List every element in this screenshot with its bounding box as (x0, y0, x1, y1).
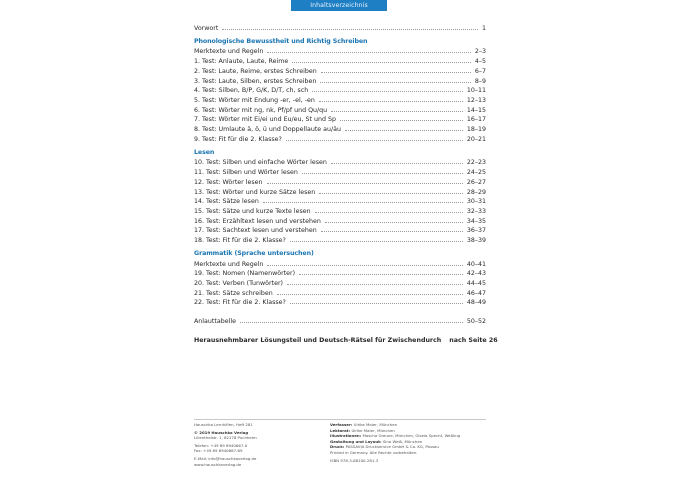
toc-entry-label: 6. Test: Wörter mit ng, nk, Pf/pf und Qu/qu (194, 106, 328, 114)
toc-entry-label: 7. Test: Wörter mit Ei/ei und Eu/eu, St und Sp (194, 116, 336, 124)
toc-entry-label: 8. Test: Umlaute ä, ö, ü und Doppellaute au/äu (194, 126, 341, 134)
email-link[interactable]: E-Mail: info@hauschkaverlag.de (194, 455, 257, 461)
toc-entry-label: 9. Test: Fit für die 2. Klasse? (194, 135, 282, 143)
table-of-contents (194, 23, 498, 345)
toc-entry[interactable] (194, 134, 486, 144)
toc-entry[interactable] (194, 225, 486, 235)
dot-leader (299, 268, 463, 275)
dot-leader (302, 167, 463, 174)
dot-leader (222, 23, 478, 30)
dot-leader (292, 56, 471, 63)
toc-entry-label: 18. Test: Fit für die 2. Klasse? (194, 237, 286, 245)
fax-text: Fax: +49 89 8940667-69 (194, 448, 243, 454)
toc-entry[interactable] (194, 187, 486, 197)
toc-entry-page: 34–35 (466, 217, 486, 225)
toc-entry-page: 28–29 (466, 188, 486, 196)
toc-entry-page: 30–31 (466, 198, 486, 206)
toc-entry-page: 2–3 (474, 48, 486, 56)
toc-entry[interactable] (194, 105, 486, 115)
toc-entry-label: 22. Test: Fit für die 2. Klasse? (194, 299, 286, 307)
dot-leader (267, 259, 462, 266)
toc-entry-preface[interactable] (194, 23, 486, 33)
toc-entry-label: Herausnehmbarer Lösungsteil und Deutsch-Rätsel für Zwischendurch (194, 336, 442, 344)
dot-leader (331, 105, 463, 112)
toc-entry[interactable] (194, 206, 486, 216)
credit-design: Gestaltung und Layout: Sina Weiß, München (330, 438, 423, 444)
toc-entry-label: 19. Test: Nomen (Namenwörter) (194, 270, 296, 278)
section-heading-grammar: Grammatik (Sprache untersuchen) (194, 249, 314, 257)
isbn-text: ISBN 978-3-88100-281-3 (330, 457, 379, 463)
copyright-text: © 2019 Hauschka Verlag (194, 429, 249, 435)
toc-entry-label: 17. Test: Sachtext lesen und verstehen (194, 227, 317, 235)
phone-text: Telefon: +49 89 8940667-0 (194, 442, 248, 448)
website-link[interactable]: www.hauschkaverlag.de (194, 461, 242, 467)
toc-entry-page: 32–33 (466, 207, 486, 215)
toc-entry-page: 10–11 (466, 87, 486, 95)
dot-leader (345, 124, 463, 131)
toc-entry[interactable] (194, 259, 486, 269)
dot-leader (290, 297, 463, 304)
credit-print: Druck: PASSAVIA Druckservice GmbH & Co. KG, Passau (330, 444, 439, 450)
toc-entry-label: 12. Test: Wörter lesen (194, 178, 263, 186)
credit-editor: Lektorat: Ulrike Maier, München (330, 427, 395, 433)
dot-leader (277, 288, 463, 295)
toc-entry-label: 1. Test: Anlaute, Laute, Reime (194, 58, 289, 66)
dot-leader (315, 206, 463, 213)
toc-entry-page: 16–17 (466, 116, 486, 124)
toc-entry-appendix[interactable] (194, 316, 486, 326)
dot-leader (325, 216, 463, 223)
toc-entry[interactable] (194, 76, 486, 86)
toc-entry-page: nach Seite 26 (449, 336, 498, 344)
toc-entry-page: 14–15 (466, 106, 486, 114)
toc-entry[interactable] (194, 56, 486, 66)
toc-entry[interactable] (194, 46, 486, 56)
dot-leader (267, 177, 463, 184)
toc-entry-label: Anlauttabelle (194, 318, 236, 326)
toc-entry-page: 44–45 (466, 279, 486, 287)
footer-divider (194, 419, 486, 420)
toc-entry[interactable] (194, 268, 486, 278)
dot-leader (331, 157, 463, 164)
toc-entry[interactable] (194, 278, 486, 288)
toc-entry-page: 40–41 (466, 260, 486, 268)
toc-entry[interactable] (194, 177, 486, 187)
toc-entry-label: 14. Test: Sätze lesen (194, 198, 259, 206)
toc-entry[interactable] (194, 297, 486, 307)
toc-entry-label: 11. Test: Silben und Wörter lesen (194, 169, 298, 177)
dot-leader (319, 187, 463, 194)
toc-entry-insert[interactable] (194, 335, 498, 345)
toc-entry-label: Merktexte und Regeln (194, 260, 264, 268)
toc-entry-label: 13. Test: Wörter und kurze Sätze lesen (194, 188, 316, 196)
toc-entry-page: 50–52 (466, 318, 486, 326)
imprint-publisher (194, 422, 324, 467)
toc-entry[interactable] (194, 66, 486, 76)
toc-entry-page: 48–49 (466, 299, 486, 307)
dot-leader (321, 225, 463, 232)
toc-entry[interactable] (194, 235, 486, 245)
toc-entry-page: 46–47 (466, 289, 486, 297)
toc-entry-page: 12–13 (466, 97, 486, 105)
toc-entry[interactable] (194, 196, 486, 206)
toc-entry[interactable] (194, 157, 486, 167)
toc-entry-label: 21. Test: Sätze schreiben (194, 289, 273, 297)
toc-entry-label: 10. Test: Silben und einfache Wörter lesen (194, 159, 327, 167)
toc-entry-label: 3. Test: Laute, Silben, erstes Schreiben (194, 77, 317, 85)
address-text: Lilienthalstr. 1, 82178 Puchheim (194, 435, 257, 441)
toc-entry[interactable] (194, 288, 486, 298)
dot-leader (319, 95, 463, 102)
dot-leader (321, 66, 471, 73)
toc-entry-label: 2. Test: Laute, Reime, erstes Schreiben (194, 67, 317, 75)
dot-leader (340, 114, 463, 121)
toc-entry[interactable] (194, 114, 486, 124)
toc-entry-page: 8–9 (474, 77, 486, 85)
toc-entry-label: 5. Test: Wörter mit Endung -er, -el, -en (194, 97, 315, 105)
section-heading-phonology: Phonologische Bewusstheit und Richtig Schreiben (194, 37, 368, 45)
toc-header-tab: Inhaltsverzeichnis (291, 0, 387, 11)
dot-leader (320, 76, 470, 83)
toc-entry[interactable] (194, 85, 486, 95)
dot-leader (267, 46, 470, 53)
toc-entry-label: Vorwort (194, 25, 219, 32)
dot-leader (263, 196, 463, 203)
toc-entry-page: 36–37 (466, 227, 486, 235)
toc-entry-page: 22–23 (466, 159, 486, 167)
toc-entry-page: 24–25 (466, 169, 486, 177)
toc-entry-page: 4–5 (474, 58, 486, 66)
toc-entry[interactable] (194, 124, 486, 134)
dot-leader (290, 235, 463, 242)
dot-leader (286, 134, 463, 141)
toc-entry[interactable] (194, 95, 486, 105)
imprint-credits (330, 422, 490, 463)
toc-entry-label: 15. Test: Sätze und kurze Texte lesen (194, 207, 311, 215)
toc-entry-page: 6–7 (474, 67, 486, 75)
dot-leader (312, 85, 463, 92)
credit-author: Verfasser: Ulrike Maier, München (330, 422, 398, 427)
toc-entry-page: 42–43 (466, 270, 486, 278)
toc-entry-label: Merktexte und Regeln (194, 48, 264, 56)
toc-entry-page: 26–27 (466, 178, 486, 186)
series-text: Hauschka Lernhilfen, Heft 281 (194, 422, 253, 427)
section-heading-reading: Lesen (194, 148, 215, 156)
dot-leader (240, 316, 463, 323)
dot-leader (287, 278, 463, 285)
toc-entry[interactable] (194, 216, 486, 226)
toc-entry-page: 20–21 (466, 135, 486, 143)
toc-entry-label: 16. Test: Erzähltext lesen und verstehen (194, 217, 321, 225)
toc-entry-label: 20. Test: Verben (Tunwörter) (194, 279, 283, 287)
toc-entry-page: 38–39 (466, 237, 486, 245)
rights-text: Printed in Germany. Alle Rechte vorbehalten. (330, 449, 418, 455)
credit-illustrations: Illustrationen: Mascha Greune, München, Gisela Specht, Weßling (330, 433, 461, 439)
toc-entry-page: 1 (481, 25, 486, 32)
toc-entry-label: 4. Test: Silben, B/P, G/K, D/T, ch, sch (194, 87, 309, 95)
toc-entry-page: 18–19 (466, 126, 486, 134)
toc-entry[interactable] (194, 167, 486, 177)
